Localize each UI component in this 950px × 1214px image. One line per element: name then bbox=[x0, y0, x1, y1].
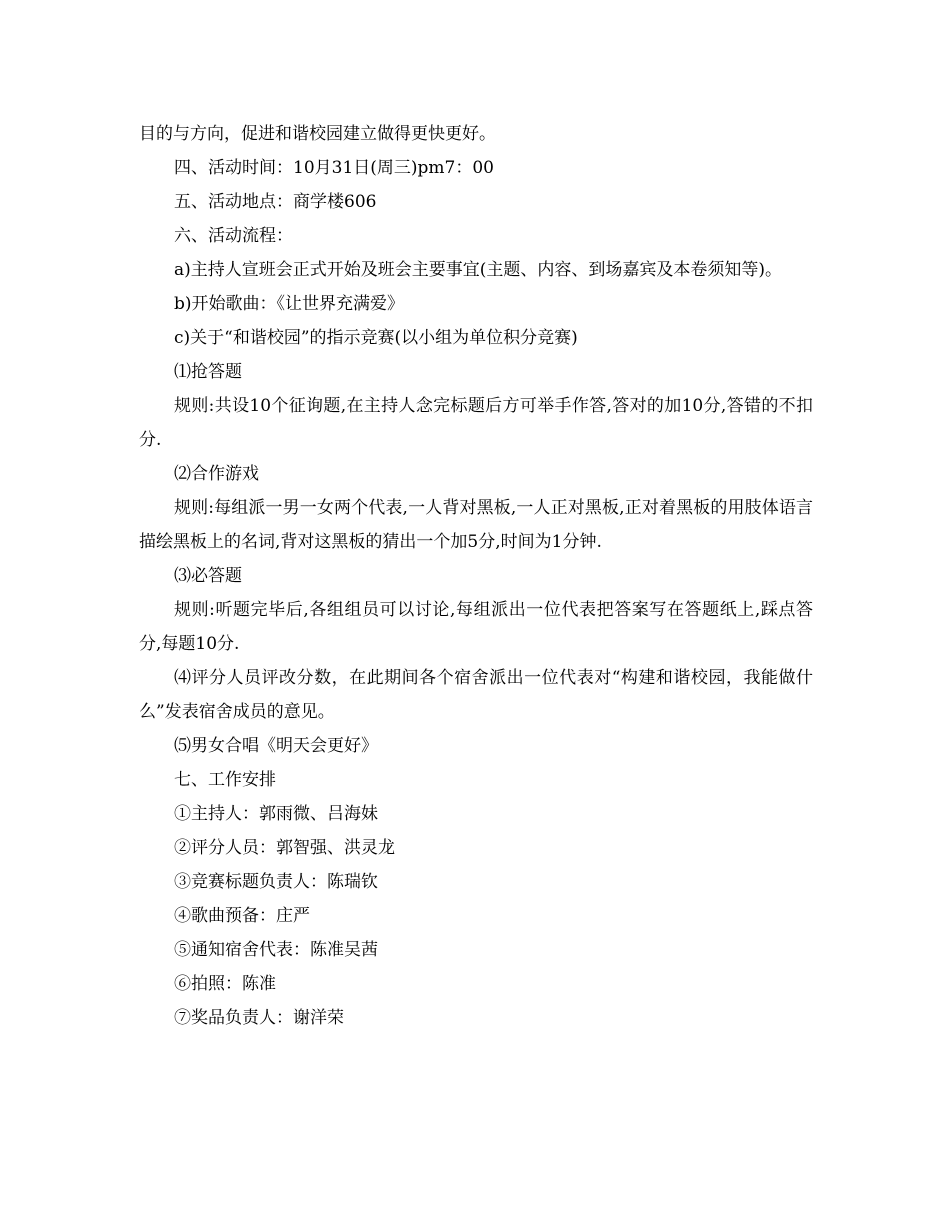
section-heading-work-arrangement: 七、工作安排 bbox=[174, 770, 276, 790]
list-item-photography: ⑥拍照：陈准 bbox=[174, 974, 276, 994]
paragraph-process-b: b)开始歌曲：《让世界充满爱》 bbox=[174, 294, 405, 314]
list-item-question-lead: ③竞赛标题负责人：陈瑞钦 bbox=[174, 872, 378, 892]
paragraph-activity-time: 四、活动时间：10月31日(周三)pm7：00 bbox=[174, 158, 494, 178]
paragraph-rule-required-answer: 规则:听题完毕后,各组组员可以讨论,每组派出一位代表把答案写在答题纸上,踩点答分,每题10分. bbox=[139, 600, 813, 654]
list-item-song-prep: ④歌曲预备：庄严 bbox=[174, 906, 310, 926]
paragraph-intro-continuation: 目的与方向，促进和谐校园建立做得更快更好。 bbox=[139, 124, 496, 144]
paragraph-chorus: ⑸男女合唱《明天会更好》 bbox=[174, 736, 378, 756]
list-item-prize-lead: ⑦奖品负责人：谢洋荣 bbox=[174, 1008, 344, 1028]
heading-required-answer: ⑶必答题 bbox=[174, 566, 242, 586]
heading-cooperation-game: ⑵合作游戏 bbox=[174, 464, 259, 484]
section-heading-process: 六、活动流程： bbox=[174, 226, 293, 246]
paragraph-scoring: ⑷评分人员评改分数，在此期间各个宿舍派出一位代表对“构建和谐校园，我能做什么”发表宿舍成员的意见。 bbox=[139, 668, 813, 722]
list-item-scorers: ②评分人员：郭智强、洪灵龙 bbox=[174, 838, 395, 858]
list-item-hosts: ①主持人：郭雨微、吕海妹 bbox=[174, 804, 378, 824]
list-item-dorm-notice: ⑤通知宿舍代表：陈准吴茜 bbox=[174, 940, 378, 960]
paragraph-rule-cooperation-game: 规则:每组派一男一女两个代表,一人背对黑板,一人正对黑板,正对着黑板的用肢体语言描绘黑板上的名词,背对这黑板的猜出一个加5分,时间为1分钟. bbox=[139, 498, 813, 552]
document-body bbox=[139, 117, 813, 1035]
heading-quick-answer: ⑴抢答题 bbox=[174, 362, 242, 382]
paragraph-activity-location: 五、活动地点：商学楼606 bbox=[174, 192, 377, 212]
paragraph-rule-quick-answer: 规则:共设10个征询题,在主持人念完标题后方可举手作答,答对的加10分,答错的不扣分. bbox=[139, 396, 813, 450]
paragraph-process-c: c)关于“和谐校园”的指示竞赛(以小组为单位积分竞赛) bbox=[174, 328, 578, 348]
paragraph-process-a: a)主持人宣班会正式开始及班会主要事宜(主题、内容、到场嘉宾及本卷须知等)。 bbox=[174, 260, 783, 280]
